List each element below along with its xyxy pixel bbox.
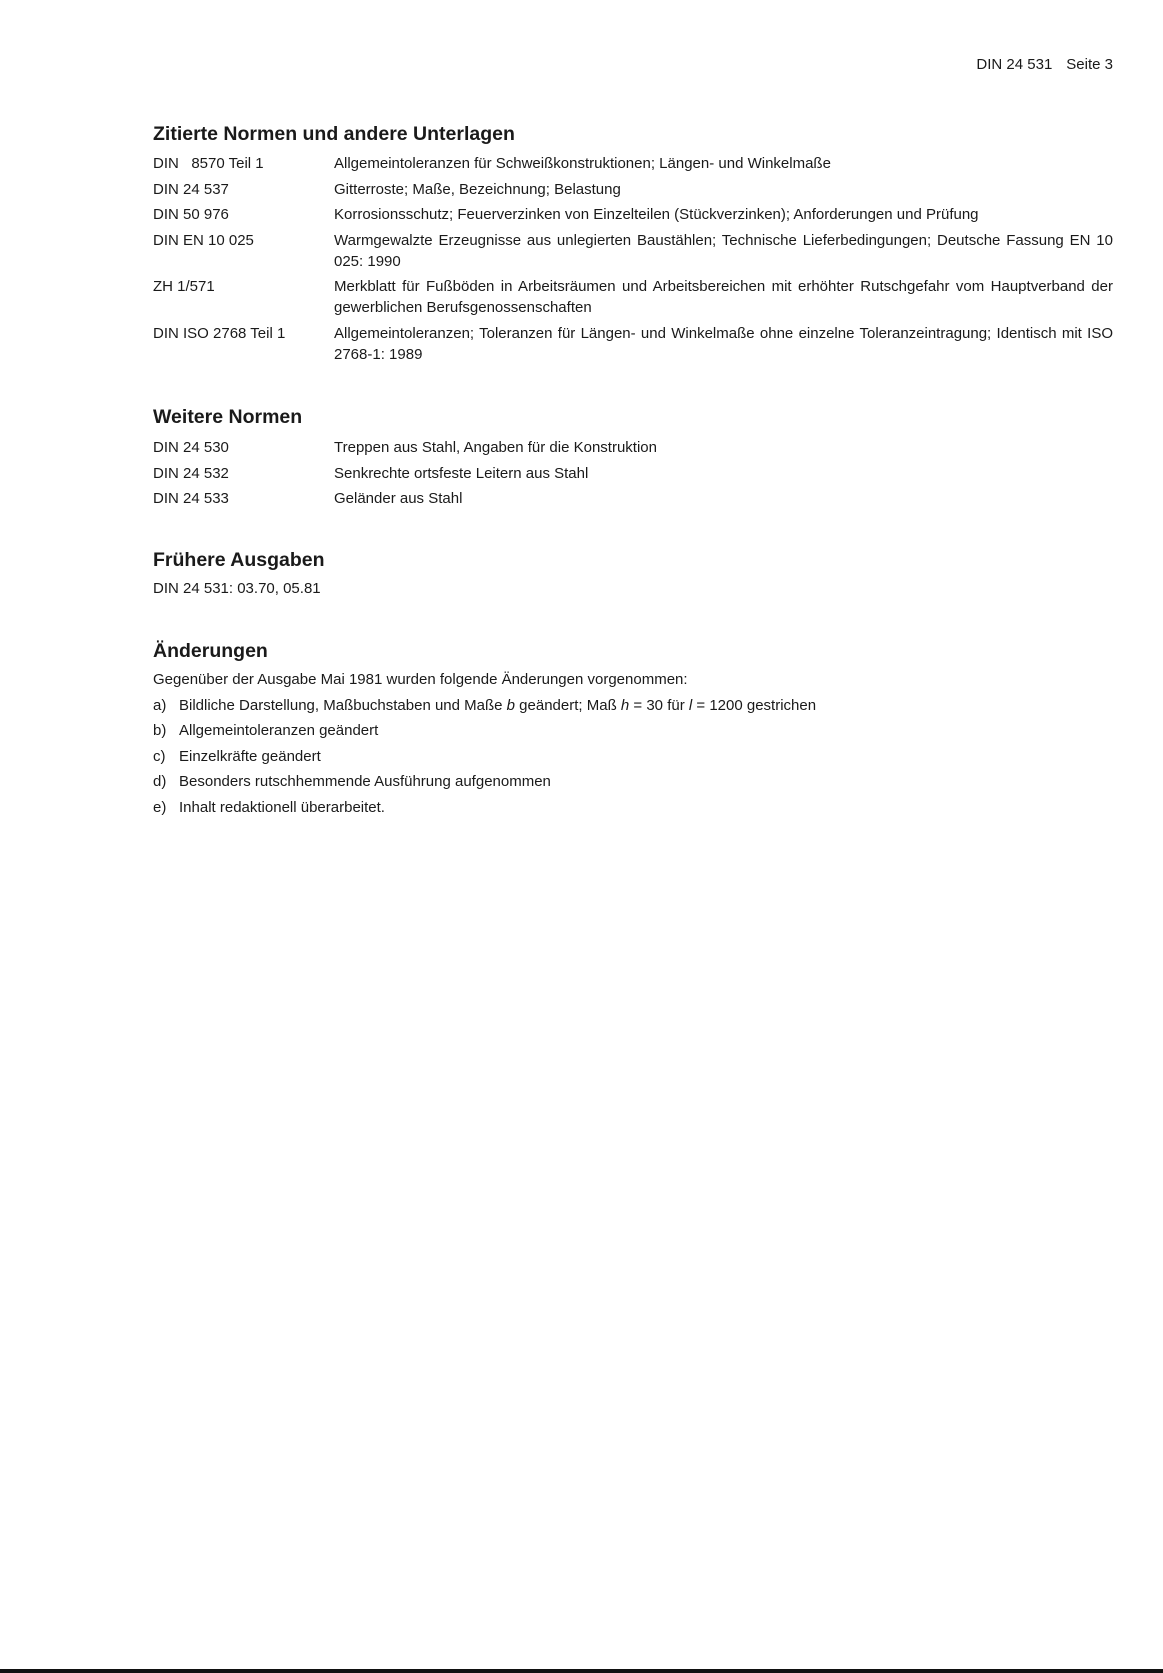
standard-title: Treppen aus Stahl, Angaben für die Konstruktion (334, 439, 657, 456)
text: = 30 für (629, 696, 689, 714)
list-item (153, 693, 816, 719)
section-title-changes: Änderungen (153, 640, 268, 662)
table-row (153, 463, 1113, 484)
standard-code: DIN ISO 2768 Teil 1 (153, 324, 286, 342)
list-text (179, 693, 816, 719)
page-bottom-rule (0, 1669, 1163, 1673)
list-text: Allgemeintoleranzen geändert (179, 722, 379, 740)
list-item (153, 795, 816, 821)
list-text: Einzelkräfte geändert (179, 747, 321, 765)
standard-title: Korrosionsschutz; Feuerverzinken von Einzelteilen (Stückverzinken); Anforderungen und Prüfung (334, 206, 979, 223)
section-title-earlier: Frühere Ausgaben (153, 549, 325, 571)
standard-title: Geländer aus Stahl (334, 490, 463, 507)
list-marker: e) (153, 798, 167, 816)
standard-title: Gitterroste; Maße, Bezeichnung; Belastung (334, 180, 621, 198)
changes-list (153, 667, 816, 821)
standard-title: Allgemeintoleranzen für Schweißkonstruktionen; Längen- und Winkelmaße (334, 155, 831, 172)
text: = 1200 gestrichen (692, 696, 817, 714)
standard-title: Allgemeintoleranzen; Toleranzen für Längen- und Winkelmaße ohne einzelne Toleranzeintragung; Identisch mit ISO 2768-1: 1989 (334, 324, 1113, 363)
table-row (153, 230, 1113, 272)
list-item (153, 718, 816, 744)
section-title-further: Weitere Normen (153, 406, 303, 428)
list-text: Besonders rutschhemmende Ausführung aufgenommen (179, 773, 551, 791)
earlier-editions: DIN 24 531: 03.70, 05.81 (153, 580, 321, 597)
standard-title: Warmgewalzte Erzeugnisse aus unlegierten Baustählen; Technische Lieferbedingungen; Deutsche Fassung EN 10 025: 1990 (334, 231, 1113, 270)
further-standards-table (153, 437, 1113, 514)
list-marker: c) (153, 747, 166, 765)
standard-code: DIN 8570 Teil 1 (153, 155, 264, 172)
table-row (153, 153, 1113, 174)
standard-code: DIN 24 533 (153, 490, 229, 507)
standard-code: DIN 24 530 (153, 439, 229, 456)
section-title-cited: Zitierte Normen und andere Unterlagen (153, 123, 515, 145)
list-marker: d) (153, 773, 167, 791)
standard-title: Senkrechte ortsfeste Leitern aus Stahl (334, 464, 589, 482)
table-row (153, 488, 1113, 509)
standard-code: DIN 50 976 (153, 206, 229, 223)
variable: b (506, 696, 516, 714)
table-row (153, 437, 1113, 458)
table-row (153, 179, 1113, 200)
standard-title: Merkblatt für Fußböden in Arbeitsräumen und Arbeitsbereichen mit erhöhter Rutschgefahr vom Hauptverband der gewerblichen Berufsgenossenschaften (334, 278, 1113, 316)
list-marker: b) (153, 722, 167, 740)
standard-code: DIN 24 532 (153, 464, 229, 482)
standard-code: DIN EN 10 025 (153, 231, 254, 249)
table-row (153, 204, 1113, 225)
text: geändert; Maß (515, 696, 621, 714)
standard-code: DIN 24 537 (153, 180, 229, 198)
document-number: DIN 24 531 (976, 56, 1053, 73)
list-item (153, 769, 816, 795)
table-row (153, 276, 1113, 318)
standard-code: ZH 1/571 (153, 278, 215, 295)
page-number: Seite 3 (1066, 56, 1113, 73)
table-row (153, 323, 1113, 365)
list-marker: a) (153, 696, 167, 714)
list-text: Inhalt redaktionell überarbeitet. (179, 798, 385, 816)
page-header (976, 56, 1113, 73)
variable: l (688, 696, 693, 714)
variable: h (620, 696, 630, 714)
cited-standards-table (153, 153, 1113, 369)
changes-intro: Gegenüber der Ausgabe Mai 1981 wurden folgende Änderungen vorgenommen: (153, 671, 688, 688)
list-item (153, 744, 816, 770)
text: Bildliche Darstellung, Maßbuchstaben und Maße (179, 696, 507, 714)
